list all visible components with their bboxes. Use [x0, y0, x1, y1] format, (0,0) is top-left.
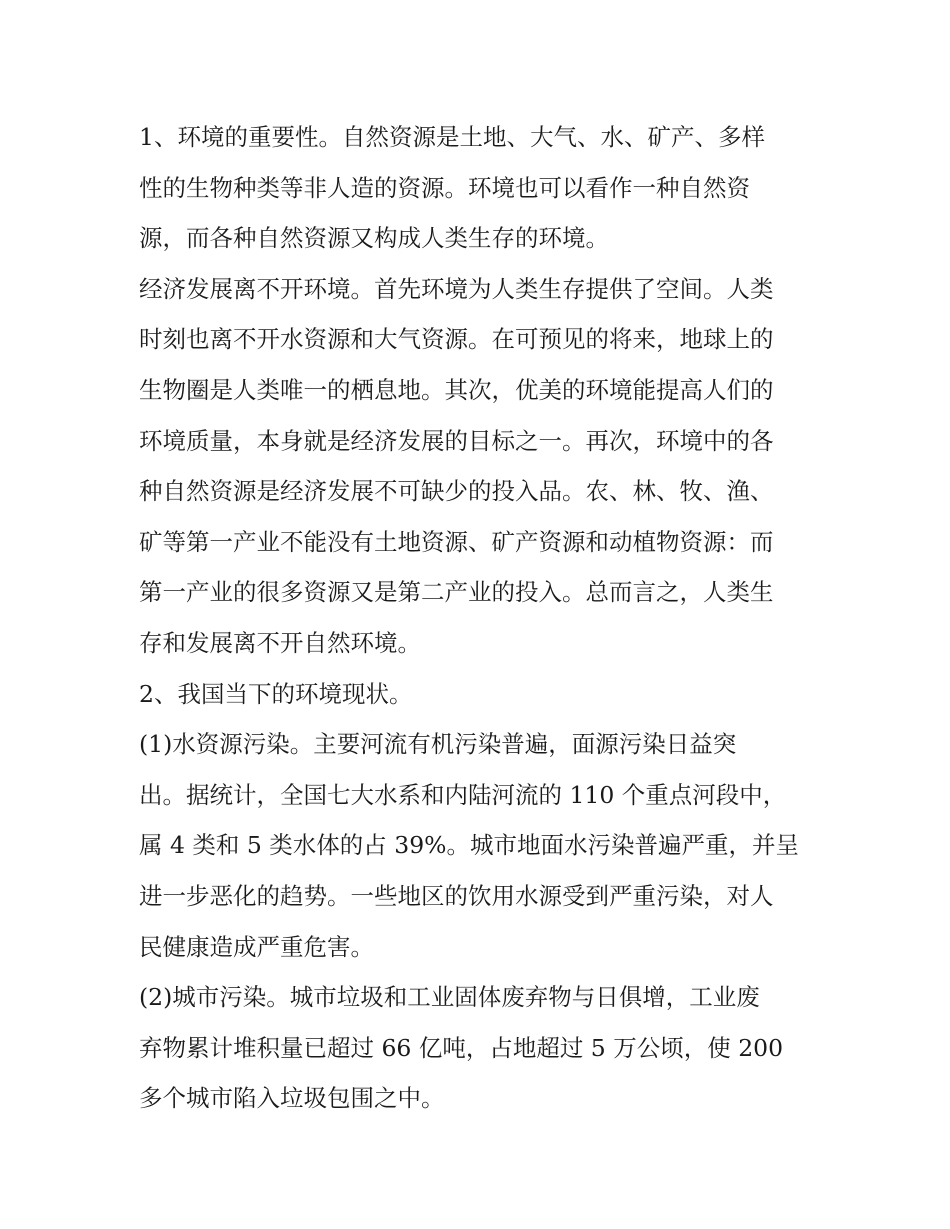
text-line: 2、我国当下的环境现状。: [139, 679, 413, 708]
text-line: (2)城市污染。城市垃圾和工业固体废弃物与日俱增，工业废: [139, 983, 760, 1012]
document-body: [139, 112, 819, 1124]
text-line: 环境质量，本身就是经济发展的目标之一。再次，环境中的各: [139, 426, 774, 455]
text-line: 源，而各种自然资源又构成人类生存的环境。: [139, 224, 609, 253]
text-line: 1、环境的重要性。自然资源是土地、大气、水、矿产、多样: [139, 123, 765, 151]
text-line: 种自然资源是经济发展不可缺少的投入品。农、林、牧、渔、: [139, 477, 774, 506]
text-line: 矿等第一产业不能没有土地资源、矿产资源和动植物资源：而: [139, 527, 774, 556]
text-line: 经济发展离不开环境。首先环境为人类生存提供了空间。人类: [139, 274, 774, 303]
text-line: 多个城市陷入垃圾包围之中。: [139, 1084, 445, 1113]
text-line: 民健康造成严重危害。: [139, 932, 374, 961]
text-line: 属 4 类和 5 类水体的占 39%。城市地面水污染普遍严重，并呈: [139, 831, 799, 860]
text-line: 存和发展离不开自然环境。: [139, 628, 421, 657]
text-line: (1)水资源污染。主要河流有机污染普遍，面源污染日益突: [139, 730, 737, 759]
text-line: 生物圈是人类唯一的栖息地。其次，优美的环境能提高人们的: [139, 375, 774, 404]
text-line: 第一产业的很多资源又是第二产业的投入。总而言之，人类生: [139, 578, 774, 607]
text-line: 进一步恶化的趋势。一些地区的饮用水源受到严重污染，对人: [139, 881, 774, 910]
text-line: 时刻也离不开水资源和大气资源。在可预见的将来，地球上的: [139, 325, 774, 354]
text-line: 出。据统计，全国七大水系和内陆河流的 110 个重点河段中，: [139, 780, 787, 809]
text-line: 弃物累计堆积量已超过 66 亿吨，占地超过 5 万公顷，使 200: [139, 1033, 784, 1062]
text-line: 性的生物种类等非人造的资源。环境也可以看作一种自然资: [139, 173, 750, 202]
